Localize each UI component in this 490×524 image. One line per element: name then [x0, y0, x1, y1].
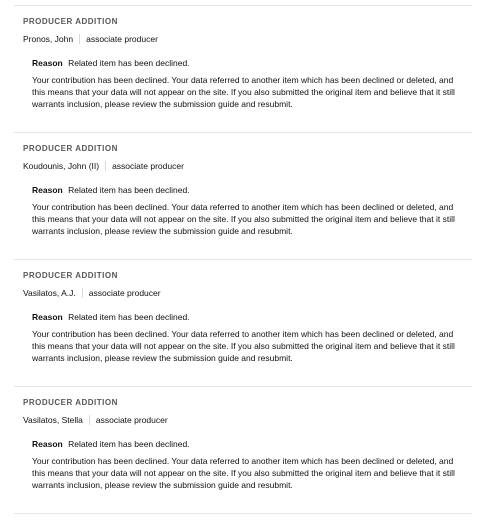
credit-role: associate producer [88, 288, 161, 298]
reason-text: Related item has been declined. [68, 439, 190, 449]
credit-line [23, 288, 161, 298]
reason-text: Related item has been declined. [68, 58, 190, 68]
credit-role: associate producer [86, 34, 158, 44]
contribution-type-label: PRODUCER ADDITION [23, 144, 118, 153]
reason-label: Reason [32, 439, 63, 449]
contribution-item [14, 133, 472, 260]
decline-reason [32, 185, 190, 195]
reason-label: Reason [32, 58, 63, 68]
credit-role: associate producer [95, 415, 168, 425]
credit-name: Koudounis, John (II) [23, 161, 100, 171]
decline-reason [32, 58, 190, 68]
credit-separator [82, 288, 83, 298]
reason-label: Reason [32, 185, 63, 195]
credit-line [23, 415, 168, 425]
decline-message: Your contribution has been declined. Your data referred to another item which has been declined or deleted, and this means that your data will not appear on the site. If you also submitted the original item and believe that it still warrants inclusion, please review the submission guide and resubmit. [32, 329, 455, 364]
contribution-item [14, 260, 472, 387]
contribution-type-label: PRODUCER ADDITION [23, 271, 118, 280]
reason-text: Related item has been declined. [68, 312, 190, 322]
contribution-type-label: PRODUCER ADDITION [23, 398, 118, 407]
credit-separator [79, 34, 80, 44]
decline-reason [32, 312, 190, 322]
credit-name: Pronos, John [23, 34, 74, 44]
credit-separator [89, 415, 90, 425]
decline-message: Your contribution has been declined. Your data referred to another item which has been declined or deleted, and this means that your data will not appear on the site. If you also submitted the original item and believe that it still warrants inclusion, please review the submission guide and resubmit. [32, 75, 455, 110]
reason-text: Related item has been declined. [68, 185, 190, 195]
reason-label: Reason [32, 312, 63, 322]
credit-role: associate producer [112, 161, 184, 171]
credit-name: Vasilatos, A.J. [23, 288, 76, 298]
contribution-item [14, 6, 472, 133]
decline-message: Your contribution has been declined. Your data referred to another item which has been declined or deleted, and this means that your data will not appear on the site. If you also submitted the original item and believe that it still warrants inclusion, please review the submission guide and resubmit. [32, 456, 455, 491]
contribution-type-label: PRODUCER ADDITION [23, 17, 118, 26]
decline-reason [32, 439, 190, 449]
credit-line [23, 161, 184, 171]
contribution-item [14, 387, 472, 514]
decline-message: Your contribution has been declined. Your data referred to another item which has been declined or deleted, and this means that your data will not appear on the site. If you also submitted the original item and believe that it still warrants inclusion, please review the submission guide and resubmit. [32, 202, 455, 237]
credit-line [23, 34, 158, 44]
credit-name: Vasilatos, Stella [23, 415, 83, 425]
contribution-list [14, 5, 472, 514]
credit-separator [105, 161, 106, 171]
